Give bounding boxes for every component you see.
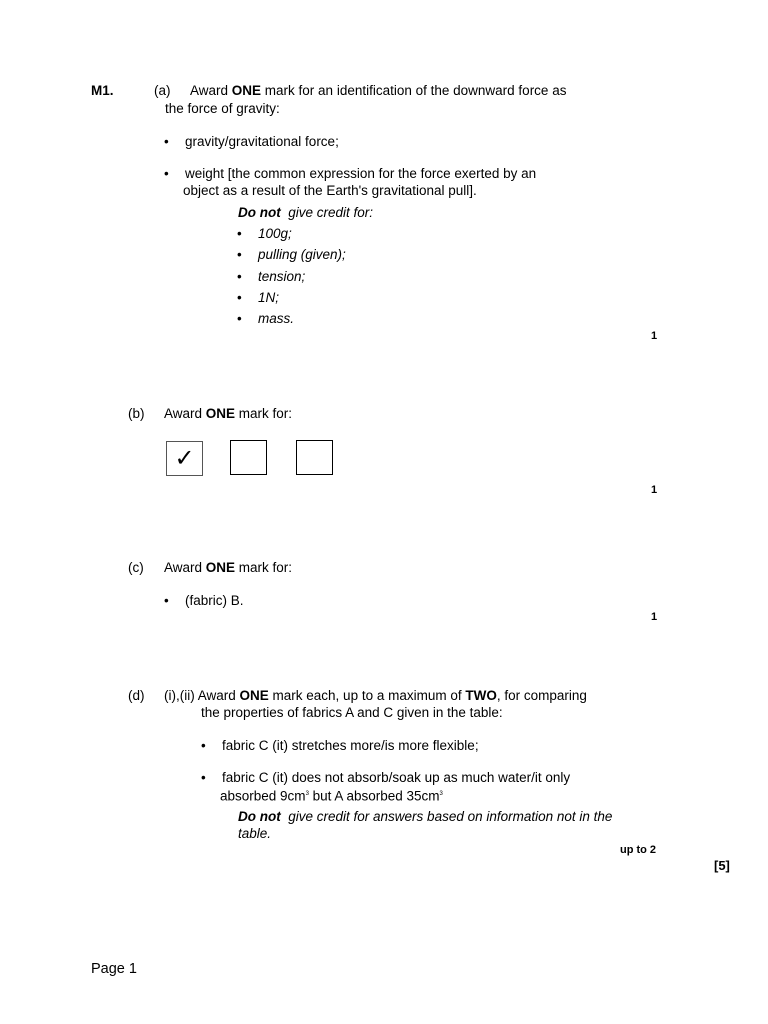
- part-a-do-not-item: pulling (given);: [258, 247, 346, 262]
- part-a-intro-bold: ONE: [231, 83, 262, 98]
- part-d-bullet2-text-b: but A absorbed 35cm: [308, 788, 440, 804]
- total-marks: [5]: [714, 858, 730, 873]
- part-a-bullet2-line2: object as a result of the Earth's gravitational pull].: [183, 183, 477, 198]
- part-d-do-not-rest: give credit for answers based on information not in the: [280, 809, 613, 824]
- part-b-intro: [164, 405, 292, 422]
- part-c-intro: [164, 559, 292, 576]
- part-b-intro-pre: Award: [164, 406, 206, 421]
- part-d-do-not-line2: table.: [238, 826, 272, 841]
- part-b-intro-bold: ONE: [205, 406, 236, 421]
- bullet-icon: •: [201, 770, 206, 785]
- part-a-mark: 1: [651, 330, 658, 342]
- part-b-label: (b): [128, 406, 145, 421]
- bullet-icon: •: [237, 226, 242, 241]
- part-b-intro-post: mark for:: [235, 406, 293, 421]
- part-c-label: (c): [128, 560, 144, 575]
- bullet-icon: •: [201, 738, 206, 753]
- part-d-intro-post: , for comparing: [496, 688, 587, 703]
- bullet-icon: •: [164, 593, 169, 608]
- part-a-intro: [190, 82, 566, 99]
- check-icon: ✓: [174, 444, 195, 472]
- part-d-intro-line2: the properties of fabrics A and C given in the table:: [201, 705, 503, 720]
- bullet-icon: •: [237, 247, 242, 262]
- part-d-bullet2-line2: [220, 786, 443, 805]
- part-d-intro: [164, 687, 587, 704]
- page-footer: Page 1: [91, 961, 137, 977]
- part-a-do-not-rest: give credit for:: [280, 205, 374, 220]
- part-d-intro-bold2: TWO: [465, 688, 497, 703]
- part-d-do-not-bold: Do not: [238, 809, 281, 824]
- bullet-icon: •: [237, 290, 242, 305]
- tick-box-empty: [296, 440, 333, 475]
- part-b-mark: 1: [651, 484, 658, 496]
- part-a-do-not-item: 1N;: [258, 290, 280, 305]
- part-c-intro-pre: Award: [164, 560, 206, 575]
- part-d-intro-mid: mark each, up to a maximum of: [268, 688, 466, 703]
- part-d-do-not: [238, 808, 612, 825]
- part-a-do-not-item: mass.: [258, 311, 295, 326]
- part-a-intro-post: mark for an identification of the downward force as: [261, 83, 567, 98]
- tick-box-checked: [166, 441, 203, 476]
- question-number: M1.: [91, 83, 114, 98]
- part-a-intro-line2: the force of gravity:: [165, 101, 280, 116]
- superscript-3: 3: [305, 791, 309, 797]
- part-c-mark: 1: [651, 611, 658, 623]
- part-d-bullet1: fabric C (it) stretches more/is more flexible;: [222, 738, 479, 753]
- superscript-3: 3: [439, 791, 443, 797]
- part-a-do-not-bold: Do not: [238, 205, 281, 220]
- part-a-do-not: [238, 204, 373, 221]
- part-c-bullet1: (fabric) B.: [185, 593, 244, 608]
- part-a-do-not-item: tension;: [258, 269, 306, 284]
- part-a-intro-pre: Award: [190, 83, 232, 98]
- bullet-icon: •: [237, 269, 242, 284]
- part-d-bullet2-text-a: absorbed 9cm: [220, 788, 306, 804]
- bullet-icon: •: [164, 134, 169, 149]
- part-d-label: (d): [128, 688, 145, 703]
- part-d-intro-bold1: ONE: [239, 688, 269, 703]
- part-c-intro-bold: ONE: [205, 560, 236, 575]
- part-d-intro-pre: (i),(ii) Award: [164, 688, 240, 703]
- part-a-label: (a): [154, 83, 171, 98]
- bullet-icon: •: [164, 166, 169, 181]
- part-c-intro-post: mark for:: [235, 560, 293, 575]
- part-d-mark: up to 2: [620, 844, 657, 856]
- bullet-icon: •: [237, 311, 242, 326]
- part-d-bullet2-line1: fabric C (it) does not absorb/soak up as much water/it only: [222, 770, 571, 785]
- tick-box-empty: [230, 440, 267, 475]
- part-a-do-not-item: 100g;: [258, 226, 292, 241]
- part-a-bullet2-line1: weight [the common expression for the force exerted by an: [185, 166, 537, 181]
- part-a-bullet1: gravity/gravitational force;: [185, 134, 339, 149]
